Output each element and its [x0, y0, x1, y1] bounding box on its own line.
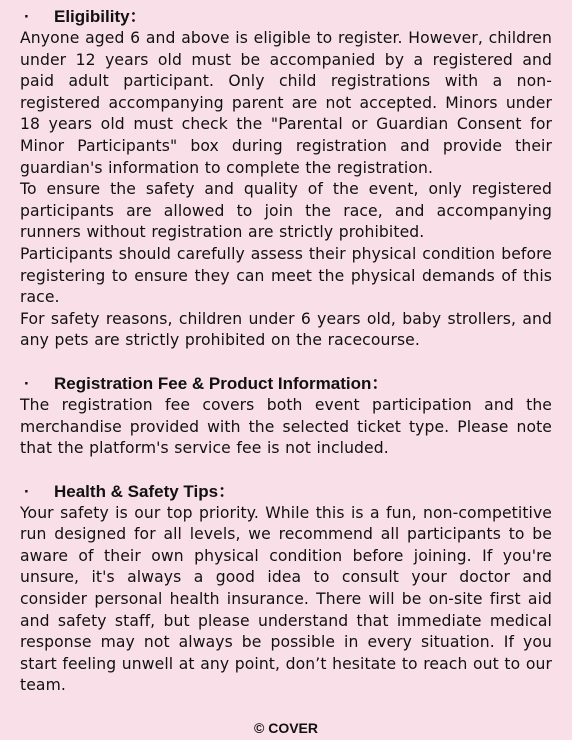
paragraph: The registration fee covers both event participation and the merchandise provided with the selected ticket type. Please note that the platform's service fee is not included.	[20, 395, 552, 458]
paragraph: Participants should carefully assess their physical condition before registering to ensure they can meet the physical demands of this race.	[20, 244, 552, 307]
copyright-footer: © COVER	[254, 720, 318, 736]
section-health-safety	[20, 481, 552, 697]
section-title: Health & Safety Tips：	[54, 481, 236, 501]
section-title: Registration Fee & Product Information：	[54, 373, 389, 393]
section-heading	[20, 481, 552, 503]
bullet-icon: ·	[24, 373, 30, 393]
bullet-icon: ·	[24, 481, 30, 501]
paragraph: To ensure the safety and quality of the event, only registered participants are allowed to join the race, and accompanying runners without registration are strictly prohibited.	[20, 180, 552, 242]
bullet-icon: ·	[24, 7, 30, 26]
section-heading	[20, 6, 552, 28]
section-title: Eligibility：	[54, 7, 147, 26]
section-eligibility	[20, 6, 552, 352]
paragraph: Anyone aged 6 and above is eligible to register. However, children under 12 years old must be accompanied by a registered and paid adult participant. Only child registrations with a non-registered accompanying parent are not accepted. Minors under 18 years old must check the "Parental or Guardian Consent for Minor Participants" box during registration and provide their guardian's information to complete the registration.	[20, 29, 552, 177]
document-body	[20, 6, 552, 697]
section-registration-fee	[20, 373, 552, 460]
paragraph: For safety reasons, children under 6 years old, baby strollers, and any pets are strictly prohibited on the racecourse.	[20, 309, 552, 350]
section-heading	[20, 373, 552, 395]
paragraph: Your safety is our top priority. While this is a fun, non-competitive run designed for all levels, we recommend all participants to be aware of their own physical condition before joining. If you're unsure, it's always a good idea to consult your doctor and consider personal health insurance. There will be on-site first aid and safety staff, but please understand that immediate medical response may not always be possible in every situation. If you start feeling unwell at any point, don’t hesitate to reach out to our team.	[20, 503, 552, 695]
